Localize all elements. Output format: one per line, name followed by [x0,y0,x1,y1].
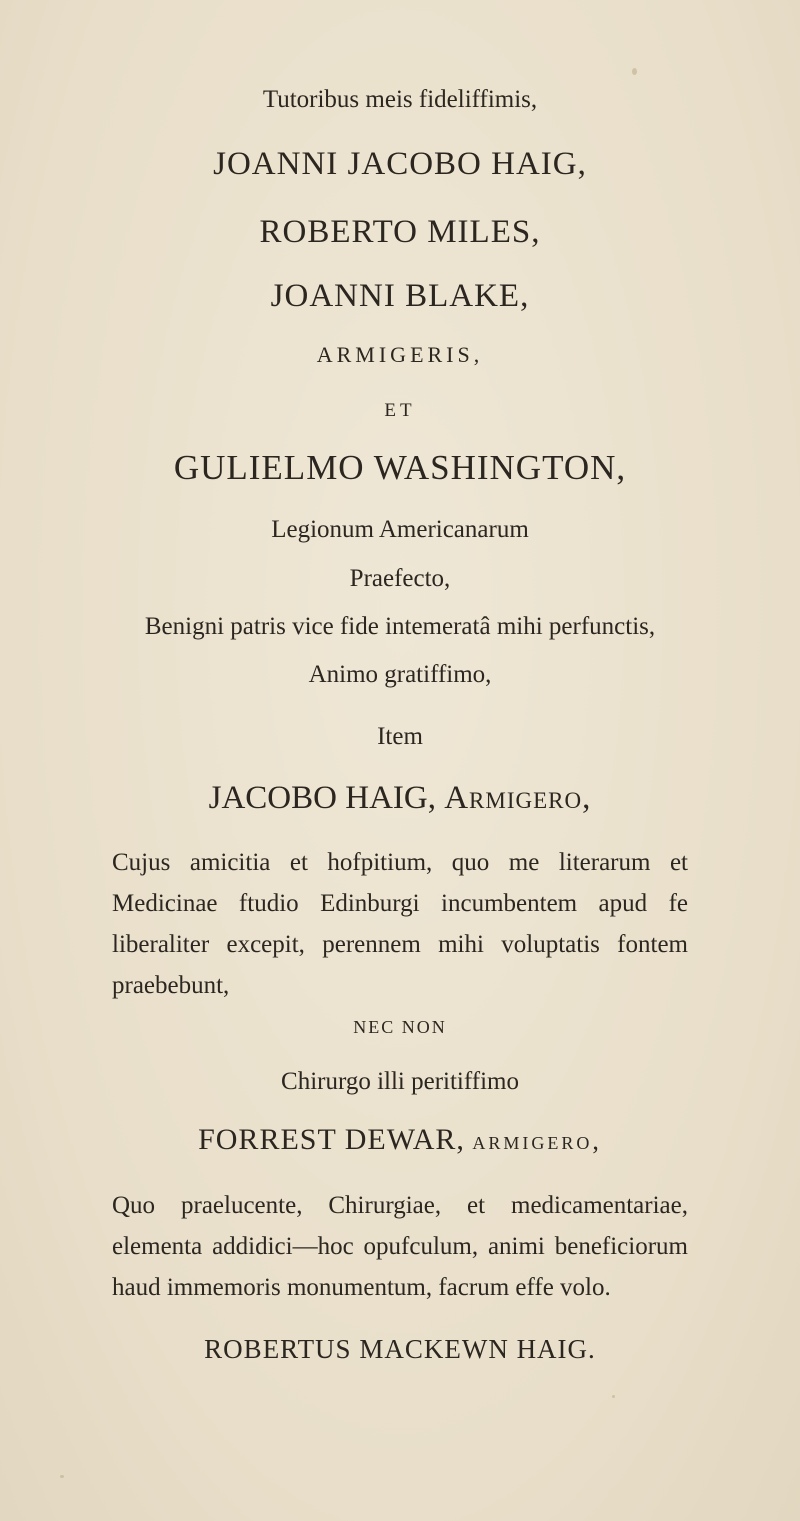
jacobo-haig-title: Armigero, [444,780,592,816]
paper-spot [60,1475,64,1478]
paper-spot [632,68,637,75]
benigni-line: Benigni patris vice fide intemeratâ mihi perfunctis, [144,613,656,640]
cujus-paragraph: Cujus amicitia et hofpitium, quo me literarum et Medicinae ftudio Edinburgi incumbentem apud fe liberaliter excepit, perennem mihi voluptatis fontem praebebunt, [112,849,688,999]
author-signature: ROBERTUS MACKEWN HAIG. [204,1334,596,1364]
nec-non-line: NEC NON [353,1017,447,1037]
forrest-dewar-line [0,1123,800,1157]
et-line: ET [384,400,416,421]
armigeris-line: ARMIGERIS, [316,342,484,367]
paper-spot [612,1395,615,1398]
dedication-intro: Tutoribus meis fideliffimis, [262,86,538,113]
dedicatee-name: JOANNI JACOBO HAIG, [213,146,587,182]
forrest-dewar-title: armigero, [472,1126,602,1155]
chirurgo-line: Chirurgo illi peritiffimo [281,1068,519,1095]
praefecto-line: Praefecto, [349,565,451,592]
animo-line: Animo gratiffimo, [308,661,492,688]
legionum-line: Legionum Americanarum [271,516,529,543]
jacobo-haig-name: JACOBO HAIG, [208,780,436,816]
item-line: Item [377,723,423,750]
washington-name: GULIELMO WASHINGTON, [173,448,627,487]
forrest-dewar-name: FORREST DEWAR, [198,1123,465,1156]
dedicatee-name: ROBERTO MILES, [259,214,541,250]
dedicatee-name: JOANNI BLAKE, [270,278,530,314]
jacobo-haig-line [0,780,800,817]
quo-paragraph: Quo praelucente, Chirurgiae, et medicamentariae, elementa addidici—hoc opufculum, animi beneficiorum haud immemoris monumentum, facrum effe volo. [112,1192,688,1301]
